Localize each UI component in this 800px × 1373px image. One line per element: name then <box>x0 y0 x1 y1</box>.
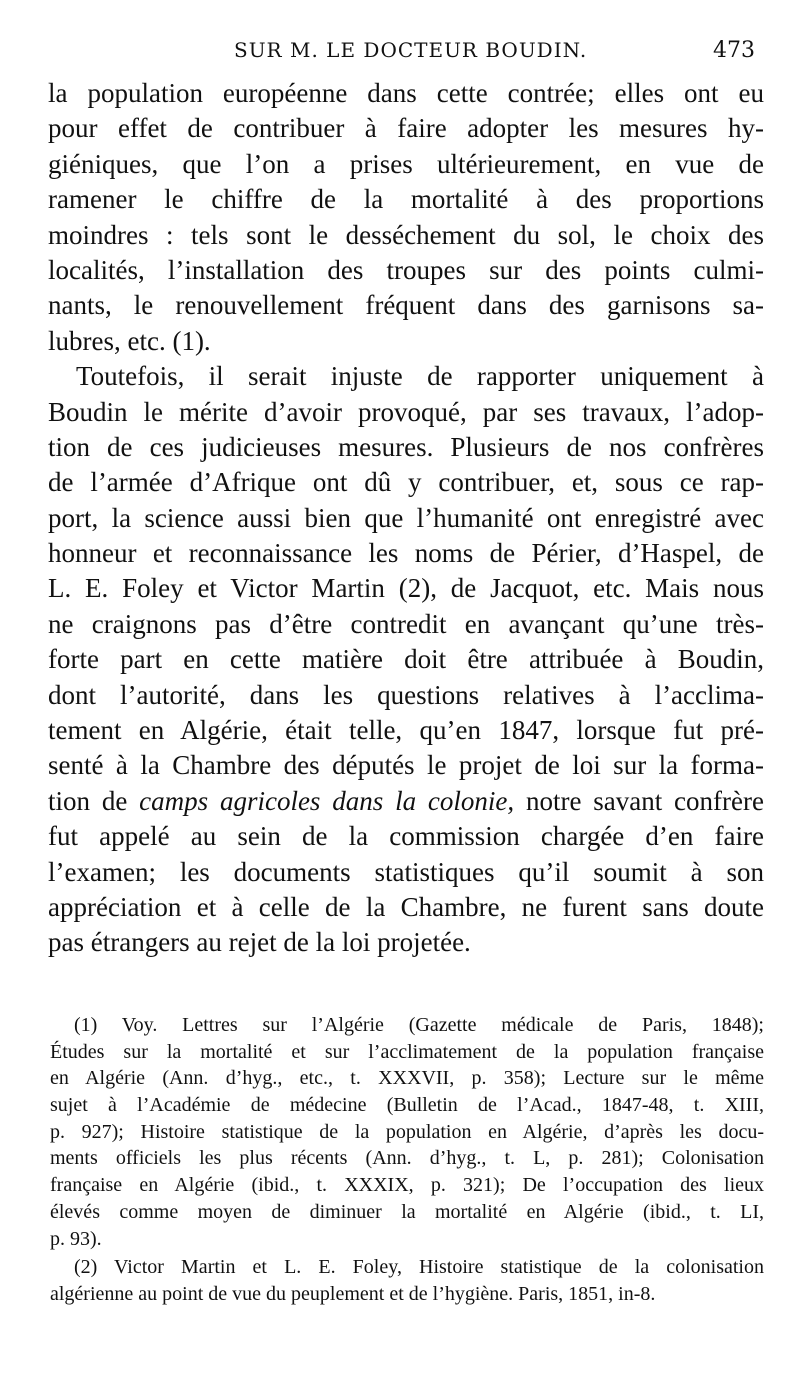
text-line: appréciation et à celle de la Chambre, ne furent sans doute <box>48 891 764 922</box>
text-line: localités, l’installation des troupes sur des points culmi- <box>48 254 764 285</box>
footnote-line: en Algérie (Ann. d’hyg., etc., t. XXXVII, p. 358); Lecture sur le même <box>50 1067 764 1090</box>
footnote-line: sujet à l’Académie de médecine (Bulletin de l’Acad., 1847-48, t. XIII, <box>50 1094 764 1117</box>
text-line-with-italic <box>48 784 764 819</box>
paragraph-start-line: Toutefois, il serait injuste de rapporter uniquement à <box>76 361 764 392</box>
text-line: lubres, etc. (1). <box>48 325 211 356</box>
text-line: dont l’autorité, dans les questions relatives à l’acclima- <box>48 679 764 710</box>
text-line: pour effet de contribuer à faire adopter les mesures hy- <box>48 113 764 144</box>
footnote-line: p. 93). <box>50 1227 102 1250</box>
text-line: forte part en cette matière doit être attribuée à Boudin, <box>48 644 764 675</box>
main-text <box>48 76 764 961</box>
footnote-line: (1) Voy. Lettres sur l’Algérie (Gazette médicale de Paris, 1848); <box>74 1014 764 1036</box>
footnote-line: (2) Victor Martin et L. E. Foley, Histoire statistique de la colonisation <box>74 1256 764 1279</box>
footnote-line: ments officiels les plus récents (Ann. d’hyg., t. L, p. 281); Colonisation <box>50 1147 764 1170</box>
footnote-line: algérienne au point de vue du peuplement et de l’hygiène. Paris, 1851, in-8. <box>50 1282 656 1305</box>
text-line: de l’armée d’Afrique ont dû y contribuer, et, sous ce rap- <box>48 467 764 498</box>
running-title: SUR M. LE DOCTEUR BOUDIN. <box>234 38 588 62</box>
text-line: fut appelé au sein de la commission chargée d’en faire <box>48 821 764 852</box>
page-header <box>0 38 800 68</box>
text-line: pas étrangers au rejet de la loi projetée. <box>48 927 471 958</box>
text-line: ramener le chiffre de la mortalité à des proportions <box>48 184 764 215</box>
footnotes <box>50 1012 764 1308</box>
text-line: honneur et reconnaissance les noms de Périer, d’Haspel, de <box>48 538 764 569</box>
footnote-line: française en Algérie (ibid., t. XXXIX, p. 321); De l’occupation des lieux <box>50 1174 764 1197</box>
text-line: port, la science aussi bien que l’humanité ont enregistré avec <box>48 502 764 533</box>
text-line: tion de ces judicieuses mesures. Plusieurs de nos confrères <box>48 431 764 462</box>
text-line: la population européenne dans cette contrée; elles ont eu <box>48 78 764 108</box>
text-line: Boudin le mérite d’avoir provoqué, par ses travaux, l’adop- <box>48 396 764 427</box>
text-line: nants, le renouvellement fréquent dans des garnisons sa- <box>48 290 764 321</box>
page-number: 473 <box>713 38 755 63</box>
text-line: moindres : tels sont le desséchement du sol, le choix des <box>48 219 764 250</box>
text-line: giéniques, que l’on a prises ultérieurement, en vue de <box>48 148 764 179</box>
text-segment: tion de <box>48 785 140 816</box>
footnote-line: p. 927); Histoire statistique de la population en Algérie, d’après les docu- <box>50 1120 764 1143</box>
text-line: l’examen; les documents statistiques qu’il soumit à son <box>48 856 764 887</box>
text-line: senté à la Chambre des députés le projet de loi sur la forma- <box>48 750 764 781</box>
text-line: tement en Algérie, était telle, qu’en 1847, lorsque fut pré- <box>48 715 764 746</box>
footnote-line: élevés comme moyen de diminuer la mortalité en Algérie (ibid., t. LI, <box>50 1200 764 1223</box>
text-line: L. E. Foley et Victor Martin (2), de Jacquot, etc. Mais nous <box>48 573 764 604</box>
text-segment: notre savant confrère <box>514 785 764 816</box>
text-line: ne craignons pas d’être contredit en avançant qu’une très- <box>48 608 764 639</box>
italic-title: camps agricoles dans la colonie, <box>139 785 515 816</box>
footnote-line: Études sur la mortalité et sur l’acclimatement de la population française <box>50 1040 764 1063</box>
